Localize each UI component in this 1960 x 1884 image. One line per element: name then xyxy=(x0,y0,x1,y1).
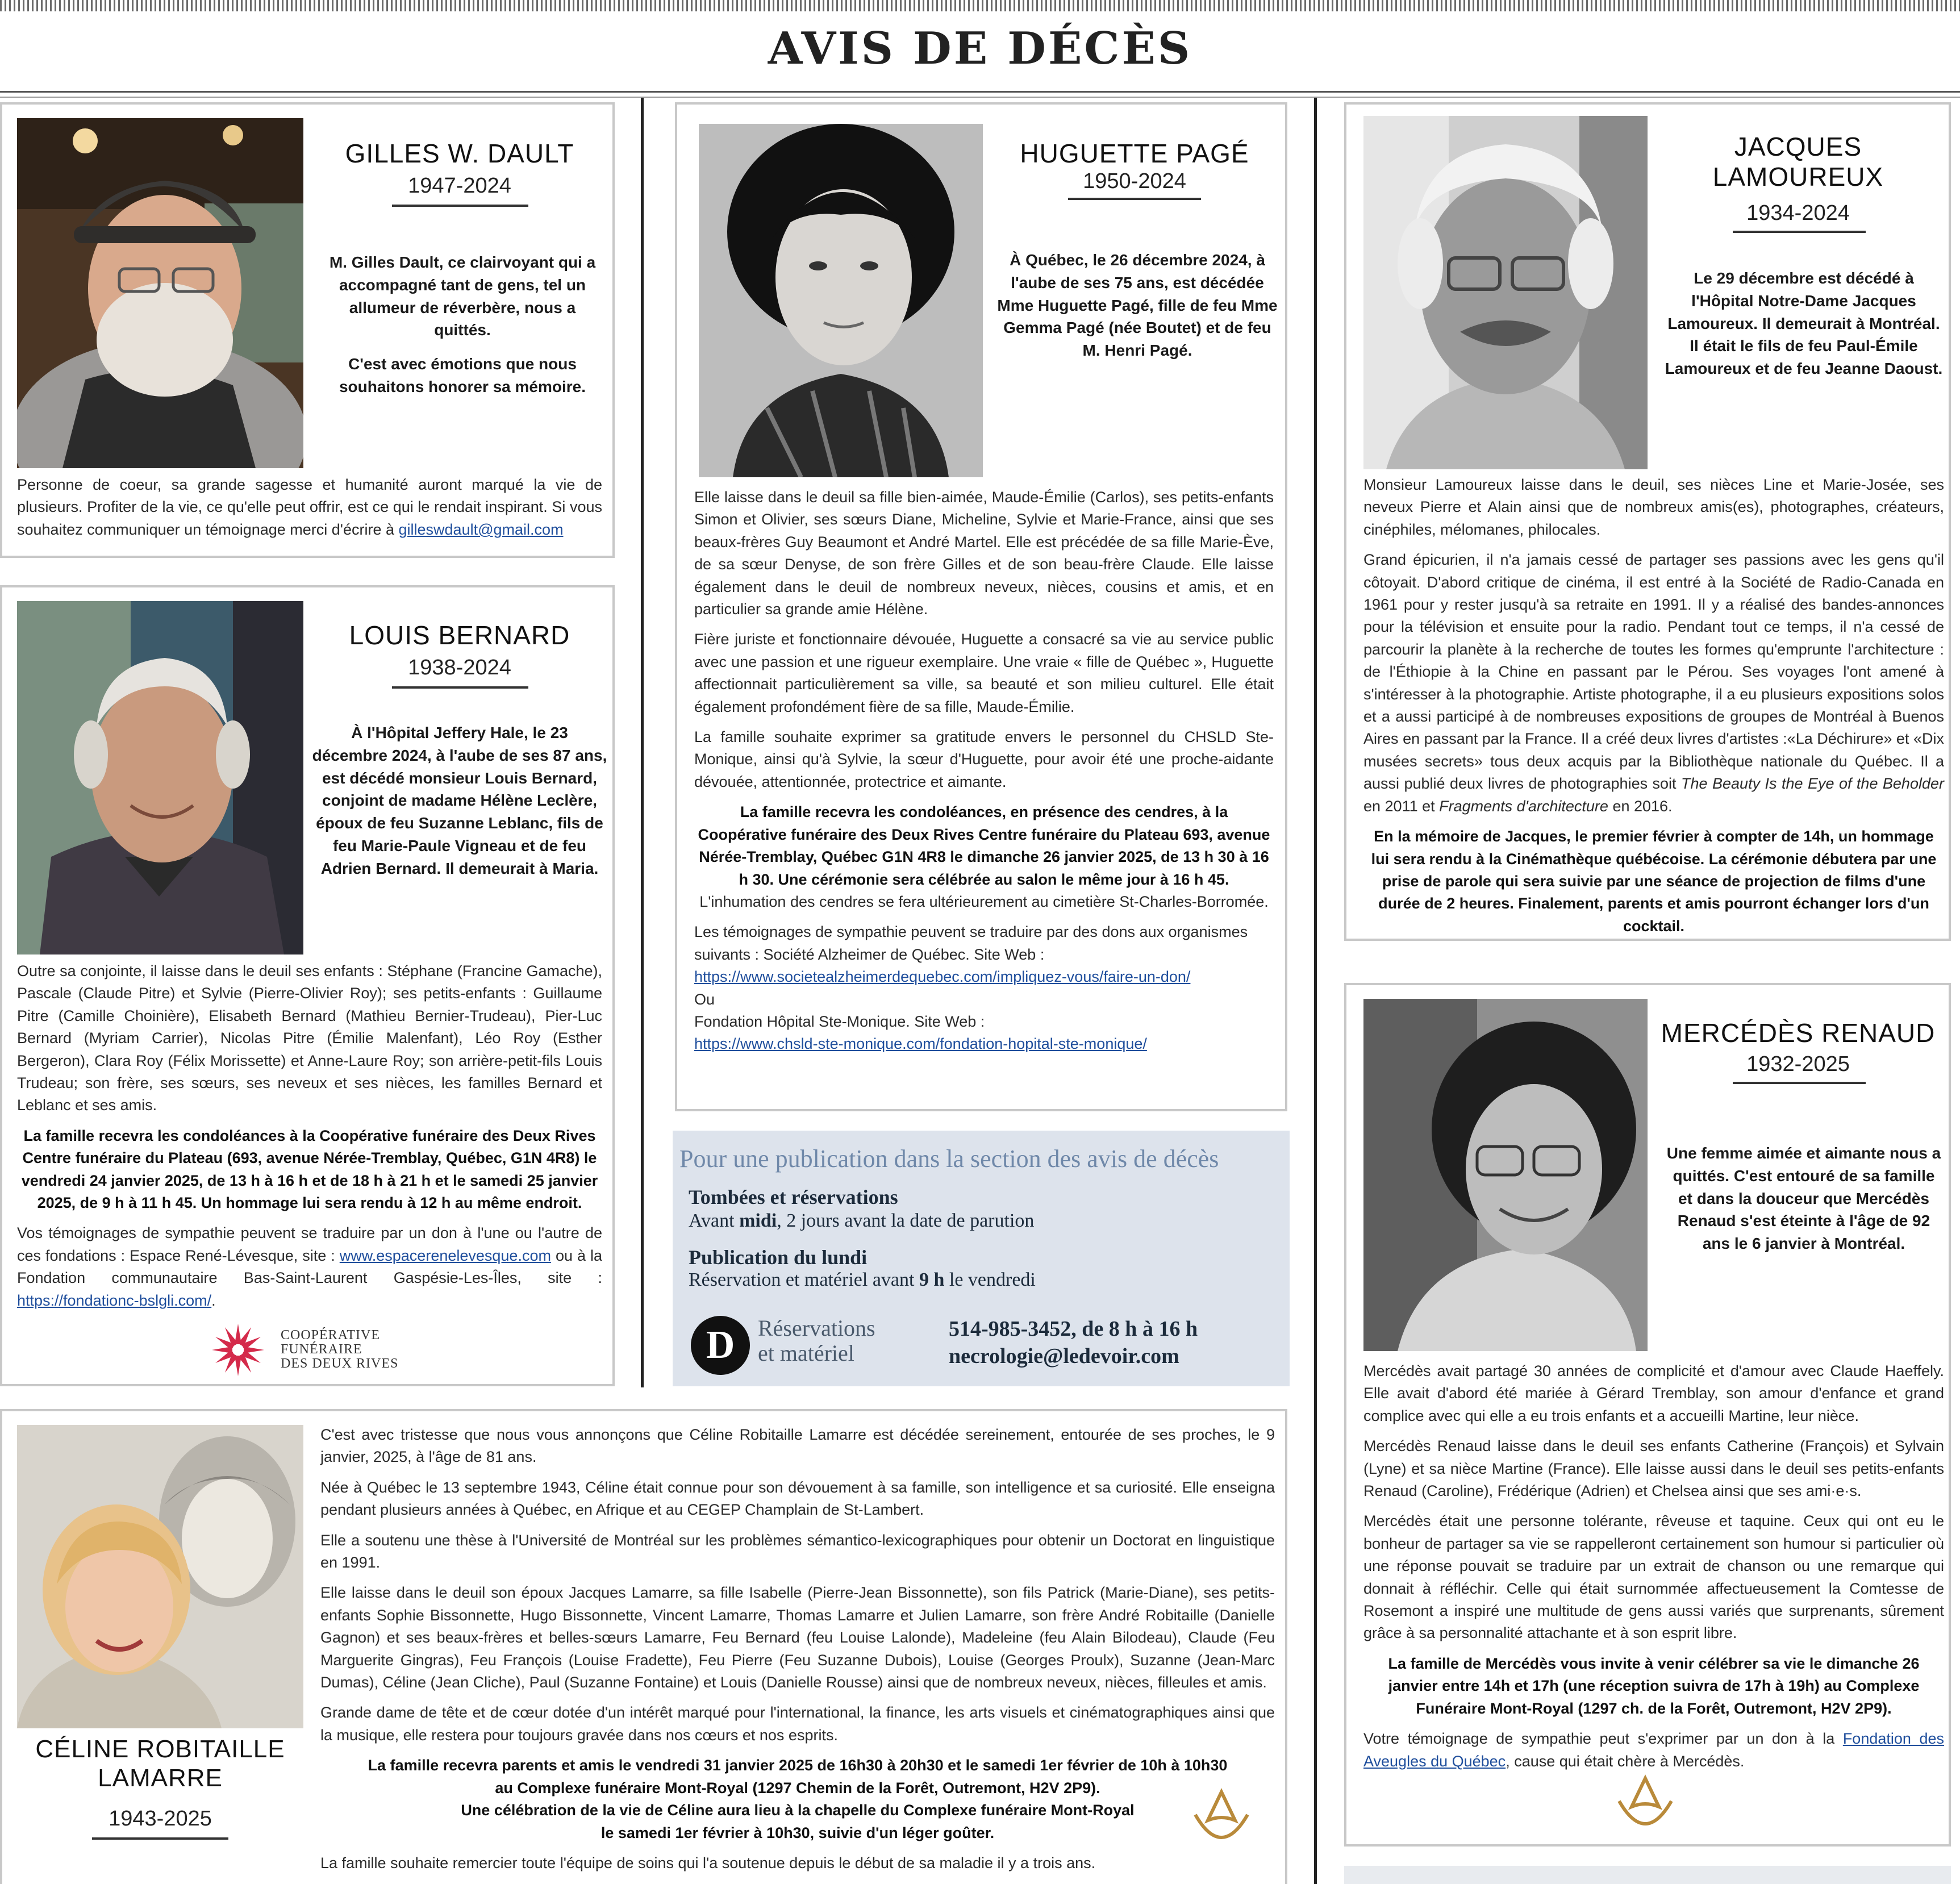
obituary-name: LOUIS BERNARD xyxy=(349,620,570,650)
body-text: Les témoignages de sympathie peuvent se traduire par des dons aux organismes suivants : Société Alzheimer de Québec. Site Web : xyxy=(694,923,1248,963)
page-title: AVIS DE DÉCÈS xyxy=(768,23,1192,74)
body-text: Fondation Hôpital Ste-Monique. Site Web : xyxy=(694,1012,985,1030)
le-devoir-logo-icon: D xyxy=(691,1316,750,1375)
obituary-years: 1934-2024 xyxy=(1746,201,1850,225)
body-paragraph: Outre sa conjointe, il laisse dans le deuil ses enfants : Stéphane (Francine Gamache), Pascale (Claude Pitre) et Sylvie (Pierre-Olivier Roy); ses petits-enfants : Guillaume Pitre (Camille Choinière), Elisabeth Bernard (Mathieu Bernier-Trudeau), Pier-Luc Bernard (Myriam Carrier), Nicolas Pitre (Émilie Malenfant), Léo Roy (Esther Bergeron), Clara Roy (Félix Morissette) et Anne-Laure Roy; son arrière-petit-fils Louis Trudeau; son frère, ses sœurs, ses neveux et ses nièces, les familles Bernard et Leblanc et ses amis. xyxy=(17,962,602,1114)
body-text: en 2016. xyxy=(1612,797,1673,815)
body-text: en 2011 et xyxy=(1363,797,1435,815)
cooperative-sunburst-icon xyxy=(207,1320,269,1377)
header-hatch xyxy=(0,0,1960,11)
obituary-lead: À Québec, le 26 décembre 2024, à l'aube de ses 75 ans, est décédée Mme Huguette Pagé, fille de feu Mme Gemma Pagé (née Boutet) et de feu M. Henri Pagé. xyxy=(997,251,1278,359)
portrait-photo-bernard xyxy=(17,601,303,954)
header-rule-2 xyxy=(0,97,1960,98)
body-text: , cause qui était chère à Mercédès. xyxy=(1506,1752,1745,1770)
obituary-card-dault xyxy=(0,102,615,558)
funeral-details: La famille recevra parents et amis le vendredi 31 janvier 2025 de 16h30 à 20h30 et le samedi 1er février de 10h à 10h30 au Complexe funéraire Mont-Royal (1297 Chemin de la Forêt, Outremont, H2V 2P9). Une célébration de la vie de Céline aura lieu à la chapelle du Complexe funéraire Mont-Royal le samedi 1er février à 10h30, suivie d'un léger goûter. xyxy=(368,1757,1228,1841)
obituary-name: MERCÉDÈS RENAUD xyxy=(1661,1018,1936,1048)
obituary-name: HUGUETTE PAGÉ xyxy=(1020,139,1249,168)
obituary-years: 1950-2024 xyxy=(1083,169,1186,193)
body-paragraph: Elle laisse dans le deuil son époux Jacques Lamarre, sa fille Isabelle (Pierre-Jean Bissonnette), son fils Patrick (Marie-Diane), ses petits-enfants Sophie Bissonnette, Hugo Bissonnette, Vincent Lamarre, Thomas Lamarre et Julien Lamarre, son frère André Robitaille (Danielle Gagnon) et ses beaux-frères et belles-sœurs Lamarre, Feu Bernard (feu Louise Lalonde), Madeleine (feu Alain Bilodeau), Claude (Feu Marguerite Gingras), Feu François (Louise Fradette), Feu Pierre (Feu Suzanne Dubois), Louise (Georges Proulx), Suzanne (Jean-Marc Dumas), Céline (Jean Cliche), Paul (Suzanne Fontaine) et Louis (Danielle Rousse) ainsi que de nombreux neveux, nièces, filleules et amis. xyxy=(320,1584,1275,1691)
mont-royal-logo-icon xyxy=(1190,1786,1253,1854)
obituary-card-lamoureux xyxy=(1344,102,1951,941)
burial-details: L'inhumation des cendres se fera ultérieurement au cimetière St-Charles-Borromée. xyxy=(699,893,1269,910)
obituary-card-bernard xyxy=(0,585,615,1386)
obituary-name: GILLES W. DAULT xyxy=(345,139,574,168)
link-fondation-aveugles[interactable]: Fondation des Aveugles du Québec xyxy=(1363,1730,1944,1770)
portrait-photo-page xyxy=(699,124,983,477)
lead-paragraph: C'est avec émotions que nous souhaitons honorer sa mémoire. xyxy=(339,355,586,395)
body-paragraph: Mercédès Renaud laisse dans le deuil ses enfants Catherine (François) et Sylvain (Lyne) et sa nièce Martine (France). Elle laisse aussi dans le deuil ses petits-enfants Renaud (Caroline), Frédérique (Adrien) et Chelsea ainsi que ses ami·e·s. xyxy=(1363,1437,1944,1500)
body-text: Vos témoignages de sympathie peuvent se traduire par un don à l'une ou l'autre de ces fondations : Espace René-Lévesque, site : xyxy=(17,1224,602,1264)
obituary-lead xyxy=(320,251,604,410)
years-underline xyxy=(1733,231,1866,233)
book-title: The Beauty Is the Eye of the Beholder xyxy=(1681,775,1944,793)
email-link[interactable]: gilleswdault@gmail.com xyxy=(398,520,564,538)
column-divider-right xyxy=(1314,98,1317,1884)
promo-email[interactable]: necrologie@ledevoir.com xyxy=(949,1344,1179,1368)
obituary-body xyxy=(17,474,602,549)
publication-info-box xyxy=(673,1131,1290,1386)
obituary-years: 1932-2025 xyxy=(1746,1052,1850,1076)
body-paragraph: Elle a soutenu une thèse à l'Université de Montréal sur les problèmes sémantico-lexicographiques pour obtenir un Doctorat en linguistique en 1991. xyxy=(320,1531,1275,1572)
body-paragraph: Monsieur Lamoureux laisse dans le deuil, ses nièces Line et Marie-Josée, ses neveux Pierre et Alain ainsi que de nombreux amis(es), photographes, créateurs, cinéphiles, mélomanes, philocales. xyxy=(1363,476,1944,538)
obituary-body xyxy=(1363,474,1944,945)
body-text: Grand épicurien, il n'a jamais cessé de partager ses passions avec les gens qu'il côtoyait. D'abord critique de cinéma, il est entré à la Société de Radio-Canada en 1961 pour y rester jusqu'à sa retraite en 1991. Il y a réalisé des bandes-annonces pour la télévision et ensuite pour la radio. Pendant tout ce temps, il n'a cessé de parcourir la planète à la recherche de toutes les formes qu'emprunte l'architecture : de l'Éthiopie à la Chine en passant par le Pérou. Ses voyages l'ont amené à s'intéresser à la photographie. Artiste photographe, il a eu plusieurs expositions solos et a aussi participé à de nombreuses expositions de groupes de Montréal à Buenos Aires en passant par la France. Il a créé deux livres d'artistes :«La Déchirure» et «Dix musées secrets» tous deux acquis par la Bibliothèque nationale du Québec. Il a aussi publié deux livres de photographies soit xyxy=(1363,551,1944,793)
mont-royal-logo-icon xyxy=(1613,1773,1677,1841)
years-underline xyxy=(392,686,528,689)
promo-phone[interactable]: 514-985-3452, de 8 h à 16 h xyxy=(949,1317,1198,1341)
or-text: Ou xyxy=(694,990,715,1008)
obituary-name: JACQUES LAMOUREUX xyxy=(1712,132,1884,191)
promo-title: Pour une publication dans la section des avis de décès xyxy=(679,1145,1219,1173)
body-paragraph: Mercédès avait partagé 30 années de complicité et d'amour avec Claude Haeffely. Elle avait d'abord été mariée à Gérard Tremblay, son amour d'enfance et grand complice avec qui elle a eu trois enfants et a accueilli Martine, leur nièce. xyxy=(1363,1362,1944,1424)
body-paragraph: Mercédès était une personne tolérante, rêveuse et taquine. Ceux qui ont eu le bonheur de partager sa vie se rappelleront certainement son humour si particulier où une réponse pouvait se traduire par un extrait de chanson ou une remarque qui donnait à réfléchir. Celle qui était surnommée affectueusement la Comtesse de Rosemont a inspiré une multitude de gens aussi variés que surprenants, sûrement grâce à sa personnalité attachante et à son esprit libre. xyxy=(1363,1512,1944,1642)
funeral-details: En la mémoire de Jacques, le premier février à compter de 14h, un hommage lui sera rendu à la Cinémathèque québécoise. La cérémonie débutera par une prise de parole qui sera suivie par une séance de projection de films d'une durée de 2 heures. Finalement, parents et amis pourront échanger lors d'un cocktail. xyxy=(1371,828,1937,935)
link-fondation-bslgli[interactable]: https://fondationc-bslgli.com/ xyxy=(17,1291,212,1309)
body-paragraph: Fière juriste et fonctionnaire dévouée, Huguette a consacré sa vie au service public avec une passion et une rigueur exemplaire. Une vraie « fille de Québec », Huguette affectionnait particulièrement sa ville, sa beauté et son milieu culturel. Elle était également profondément fière de sa fille, Maude-Émilie. xyxy=(694,631,1274,715)
obituary-body xyxy=(320,1424,1275,1882)
body-text: ou à la Fondation communautaire Bas-Saint-Laurent Gaspésie-Les-Îles, site : xyxy=(17,1247,602,1287)
obituary-years: 1938-2024 xyxy=(408,656,511,680)
obituary-name: CÉLINE ROBITAILLE LAMARRE xyxy=(35,1735,285,1792)
cooperative-logo-text: COOPÉRATIVE FUNÉRAIRE DES DEUX RIVES xyxy=(281,1328,399,1372)
promo-reservations-label: Réservations et matériel xyxy=(758,1315,875,1366)
obituary-body xyxy=(694,486,1274,1056)
obituary-card-renaud xyxy=(1344,983,1951,1847)
years-underline xyxy=(92,1837,228,1840)
years-underline xyxy=(1068,198,1201,200)
portrait-photo-lamoureux xyxy=(1363,116,1648,469)
body-paragraph: Grande dame de tête et de cœur dotée d'un intérêt marqué pour l'international, la finance, les arts visuels et cinématographiques ainsi que la musique, elle restera pour toujours gravée dans nos cœurs et nos esprits. xyxy=(320,1704,1275,1744)
body-paragraph: C'est avec tristesse que nous vous annonçons que Céline Robitaille Lamarre est décédée sereinement, entourée de ses proches, le 9 janvier, 2025, à l'âge de 81 ans. xyxy=(320,1426,1275,1466)
column-divider-left xyxy=(641,98,644,1387)
lead-paragraph: M. Gilles Dault, ce clairvoyant qui a accompagné tant de gens, tel un allumeur de réverbère, nous a quittés. xyxy=(329,253,596,339)
body-paragraph: Née à Québec le 13 septembre 1943, Céline était connue pour son dévouement à sa famille, son intelligence et sa curiosité. Elle enseigna pendant plusieurs années à Québec, en Afrique et au CEGEP Champlain de St-Lambert. xyxy=(320,1478,1275,1519)
funeral-details: La famille recevra les condoléances, en présence des cendres, à la Coopérative funéraire des Deux Rives Centre funéraire du Plateau 693, avenue Nérée-Tremblay, Québec G1N 4R8 le dimanche 26 janvier 2025, de 13 h 30 à 16 h 30. Une cérémonie sera célébrée au salon le même jour à 16 h 45. xyxy=(698,803,1270,888)
promo-contact xyxy=(949,1316,1198,1370)
promo-heading-deadlines: Tombées et réservations xyxy=(689,1186,898,1208)
body-paragraph: Elle laisse dans le deuil sa fille bien-aimée, Maude-Émilie (Carlos), ses petits-enfants Simon et Olivier, ses sœurs Diane, Micheline, Sylvie et Marie-France, ainsi que ses beaux-frères Guy Beaumont et André Martel. Elle est précédée de sa fille Marie-Ève, de sa sœur Denyse, de son frère Gilles et de son beau-frère Claude. Elle laisse également dans le deuil de nombreux neveux, nièces, cousins et amis, et en particulier sa grande amie Hélène. xyxy=(694,489,1274,618)
obituary-lead: Une femme aimée et aimante nous a quittés. C'est entouré de sa famille et dans la douceur que Mercédès Renaud s'est éteinte à l'âge de 92 ans le 6 janvier à Montréal. xyxy=(1666,1144,1941,1252)
obituary-years: 1947-2024 xyxy=(408,174,511,198)
body-paragraph: La famille souhaite remercier toute l'équipe de soins qui l'a soutenue depuis le début de sa maladie il y a trois ans. xyxy=(320,1854,1096,1872)
link-espace-rene-levesque[interactable]: www.espacerenelevesque.com xyxy=(339,1247,551,1264)
body-paragraph: La famille souhaite exprimer sa gratitude envers le personnel du CHSLD Ste-Monique, ainsi qu'à Sylvie, la sœur d'Huguette, pour avoir été une proche-aidante dévouée, attentionnée, protectrice et aimante. xyxy=(694,728,1274,790)
promo-heading-monday: Publication du lundi xyxy=(689,1246,868,1269)
book-title: Fragments d'architecture xyxy=(1439,797,1608,815)
obituary-card-robitaille xyxy=(0,1409,1287,1884)
promo-text-monday: Réservation et matériel avant 9 h le vendredi xyxy=(689,1269,1036,1290)
link-fondation-ste-monique[interactable]: https://www.chsld-ste-monique.com/fondation-hopital-ste-monique/ xyxy=(694,1035,1147,1053)
body-text: Votre témoignage de sympathie peut s'exprimer par un don à la xyxy=(1363,1730,1835,1748)
promo-text-deadlines: Avant midi, 2 jours avant la date de parution xyxy=(689,1210,1035,1231)
funeral-details: La famille de Mercédès vous invite à venir célébrer sa vie le dimanche 26 janvier entre 14h et 17h (une réception suivra de 17h à 19h) au Complexe Funéraire Mont-Royal (1297 ch. de la Forêt, Outremont, H2V 2P9). xyxy=(1388,1654,1920,1717)
years-underline xyxy=(1733,1082,1866,1084)
portrait-photo-renaud xyxy=(1363,999,1648,1351)
obituary-card-page xyxy=(675,102,1287,1111)
cooperative-funeraire-logo xyxy=(207,1320,434,1377)
funeral-details: La famille recevra les condoléances à la Coopérative funéraire des Deux Rives Centre funéraire du Plateau (693, avenue Nérée-Tremblay, Québec, G1N 4R8) le vendredi 24 janvier 2025, de 13 h à 16 h et de 18 h à 21 h et le samedi 25 janvier 2025, de 9 h à 11 h 45. Un hommage lui sera rendu à 12 h au même endroit. xyxy=(21,1127,598,1212)
portrait-photo-robitaille xyxy=(17,1425,303,1728)
obituary-body xyxy=(1363,1360,1944,1781)
header-rule xyxy=(0,91,1960,93)
next-card-edge xyxy=(1344,1866,1951,1884)
link-societe-alzheimer[interactable]: https://www.societealzheimerdequebec.com/impliquez-vous/faire-un-don/ xyxy=(694,968,1191,986)
portrait-photo-dault xyxy=(17,118,303,468)
obituary-body: Outre sa conjointe, il laisse dans le deuil ses enfants : Stéphane (Francine Gamache), Pascale (Claude Pitre) et Sylvie (Pierre-Olivier Roy); ses petits-enfants : Guillaume Pitre (Camille Choinière), Elisabeth Bernard (Mathieu Bernier-Trudeau), Pier-Luc Bernard (Myriam Carrier), Nicolas Pitre (Émilie Malenfant), Léo Roy (Esther Bergeron), Clara Roy (Félix Morissette) et Anne-Laure Roy; son arrière-petit-fils Louis Trudeau; son frère, ses sœurs, ses neveux et ses nièces, les familles Bernard et Leblanc et ses amis. La famille recevra les condoléances à la Coopérative funéraire des Deux Rives Centre funéraire du Plateau (693, avenue Nérée-Tremblay, Québec, G1N 4R8) le vendredi 24 janvier 2025, de 13 h à 16 h et de 18 h à 21 h et le samedi 25 janvier 2025, de 9 h à 11 h 45. Un hommage lui sera rendu à 12 h au même endroit. Vos témoignages de sympathie peuvent se traduire par un don à l'une ou l'autre de ces fondations : Espace René-Lévesque, site : www.espacerenelevesque.com ou à la Fondation communautaire Bas-Saint-Laurent Gaspésie-Les-Îles, site : https://fondationc-bslgli.com/. xyxy=(17,960,602,1320)
body-text: Personne de coeur, sa grande sagesse et humanité auront marqué la vie de plusieurs. Profiter de la vie, ce qu'elle peut offrir, est ce qui le rendait inspirant. Si vous souhaitez communiquer un témoignage merci d'écrire à xyxy=(17,476,602,538)
obituary-lead: À l'Hôpital Jeffery Hale, le 23 décembre 2024, à l'aube de ses 87 ans, est décédé monsieur Louis Bernard, conjoint de madame Hélène Leclère, époux de feu Suzanne Leblanc, fils de feu Marie-Paule Vigneau et de feu Adrien Bernard. Il demeurait à Maria. xyxy=(312,724,607,877)
obituary-years: 1943-2025 xyxy=(109,1807,212,1831)
years-underline xyxy=(392,205,528,207)
obituary-lead: Le 29 décembre est décédé à l'Hôpital Notre-Dame Jacques Lamoureux. Il demeurait à Montréal. Il était le fils de feu Paul-Émile Lamoureux et de feu Jeanne Daoust. xyxy=(1665,269,1943,377)
